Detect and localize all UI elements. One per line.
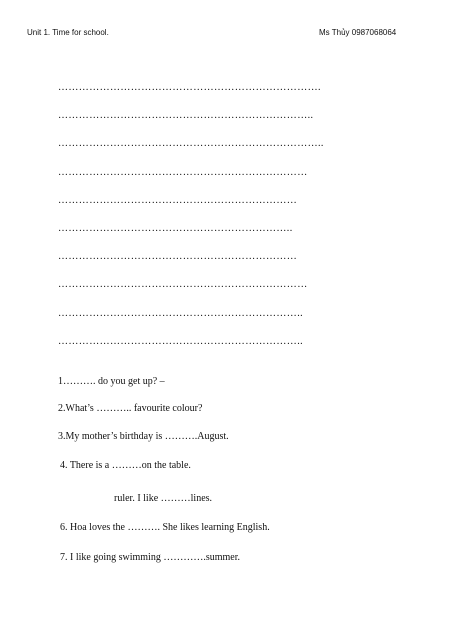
question-1: 1………. do you get up? –: [58, 376, 165, 387]
question-2: 2.What’s ……….. favourite colour?: [58, 403, 203, 414]
writing-lines: [58, 82, 338, 364]
writing-line: ………………………………………………………………: [58, 166, 308, 178]
question-7: 7. I like going swimming ………….summer.: [60, 552, 240, 563]
writing-line: …………………………………………………………………..: [58, 138, 324, 150]
writing-line: ………………………………………………………………….: [58, 82, 321, 93]
writing-line: …………………………………………………………..: [58, 222, 293, 234]
question-4: 4. There is a ………on the table.: [60, 460, 191, 471]
page-header: [0, 28, 474, 42]
writing-line: ……………………………………………………………: [58, 194, 298, 206]
teacher-contact: Ms Thủy 0987068064: [319, 28, 397, 37]
unit-title: Unit 1. Time for school.: [27, 28, 109, 37]
question-3: 3.My mother’s birthday is ……….August.: [58, 431, 229, 442]
writing-line: ……………………………………………………………: [58, 251, 298, 263]
writing-line: ………………………………………………………………: [58, 279, 308, 291]
question-6: 6. Hoa loves the ………. She likes learning English.: [60, 522, 270, 533]
writing-line: ……………………………………………………………..: [58, 335, 303, 347]
writing-line: ……………………………………………………………..: [58, 307, 303, 319]
question-5-fragment: ruler. I like ………lines.: [114, 493, 213, 504]
writing-line: ………………………………………………………………..: [58, 110, 314, 122]
